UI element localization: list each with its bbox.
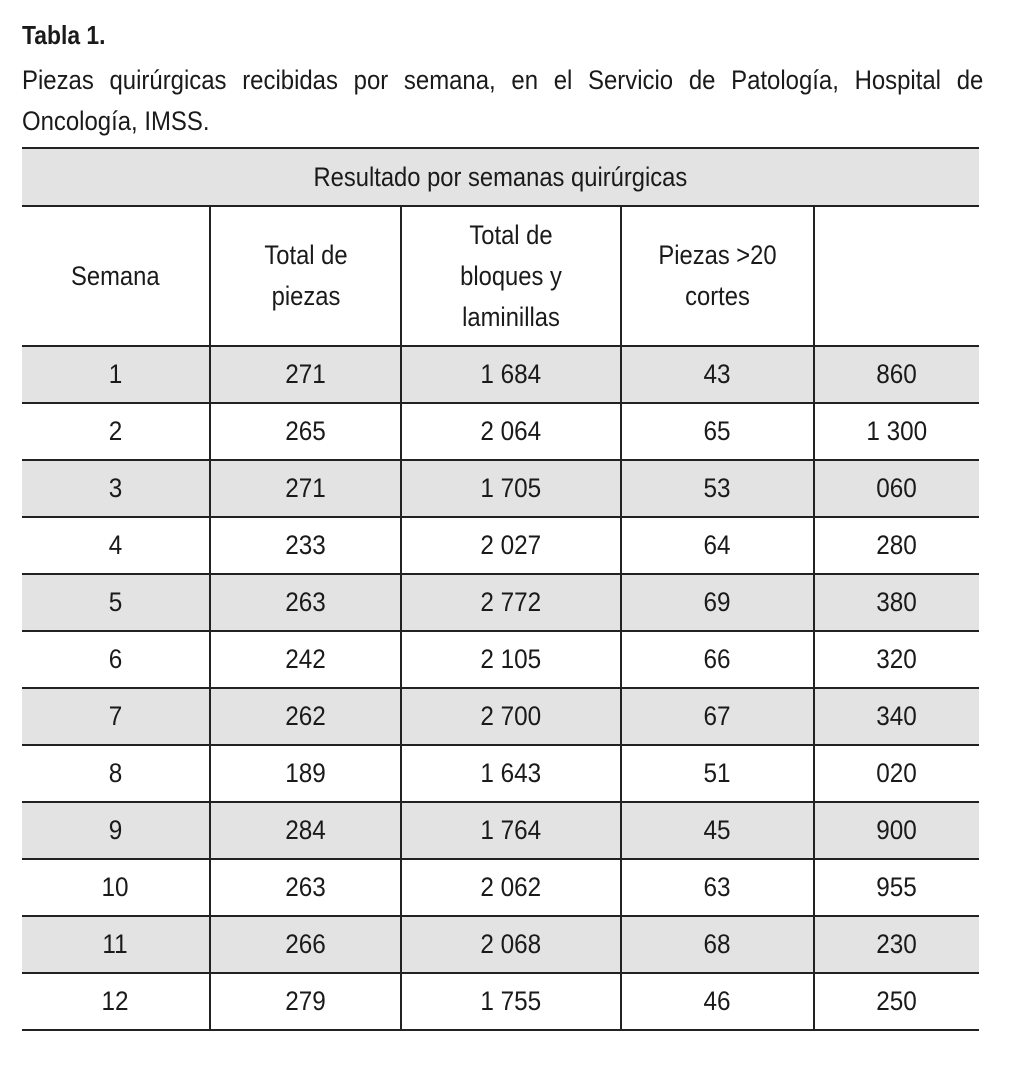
table-row — [22, 574, 979, 631]
column-header-piezas-cortes: Piezas >20 cortes — [621, 206, 814, 346]
extra-cell: 020 — [814, 745, 979, 802]
table-row — [22, 916, 979, 973]
total-bloques-cell: 2 105 — [401, 631, 621, 688]
total-bloques-cell: 1 684 — [401, 346, 621, 403]
total-piezas-cell: 279 — [210, 973, 401, 1030]
extra-cell: 860 — [814, 346, 979, 403]
semana-cell: 7 — [22, 688, 210, 745]
piezas-cortes-cell: 64 — [621, 517, 814, 574]
column-header-row — [22, 206, 979, 346]
total-piezas-cell: 284 — [210, 802, 401, 859]
data-table — [22, 147, 979, 1031]
total-piezas-cell: 263 — [210, 574, 401, 631]
piezas-cortes-cell: 43 — [621, 346, 814, 403]
column-header-total-bloques: Total de bloques y laminillas — [401, 206, 621, 346]
piezas-cortes-cell: 69 — [621, 574, 814, 631]
extra-cell: 280 — [814, 517, 979, 574]
total-bloques-cell: 1 643 — [401, 745, 621, 802]
total-piezas-cell: 242 — [210, 631, 401, 688]
total-piezas-cell: 271 — [210, 460, 401, 517]
semana-cell: 8 — [22, 745, 210, 802]
piezas-cortes-cell: 63 — [621, 859, 814, 916]
semana-cell: 9 — [22, 802, 210, 859]
piezas-cortes-cell: 51 — [621, 745, 814, 802]
total-piezas-cell: 262 — [210, 688, 401, 745]
table-row — [22, 631, 979, 688]
extra-cell: 380 — [814, 574, 979, 631]
semana-cell: 12 — [22, 973, 210, 1030]
total-bloques-cell: 1 705 — [401, 460, 621, 517]
table-row — [22, 403, 979, 460]
total-bloques-cell: 1 755 — [401, 973, 621, 1030]
table-row — [22, 460, 979, 517]
total-piezas-cell: 189 — [210, 745, 401, 802]
semana-cell: 3 — [22, 460, 210, 517]
total-piezas-cell: 265 — [210, 403, 401, 460]
table-row — [22, 688, 979, 745]
total-bloques-cell: 2 062 — [401, 859, 621, 916]
total-piezas-cell: 266 — [210, 916, 401, 973]
piezas-cortes-cell: 45 — [621, 802, 814, 859]
table-body — [22, 346, 979, 1030]
table-row — [22, 745, 979, 802]
piezas-cortes-cell: 53 — [621, 460, 814, 517]
table-row — [22, 346, 979, 403]
column-header-semana: Semana — [22, 206, 210, 346]
total-piezas-cell: 263 — [210, 859, 401, 916]
extra-cell: 230 — [814, 916, 979, 973]
total-bloques-cell: 2 027 — [401, 517, 621, 574]
total-piezas-cell: 271 — [210, 346, 401, 403]
piezas-cortes-cell: 65 — [621, 403, 814, 460]
column-header-total-piezas: Total de piezas — [210, 206, 401, 346]
group-header-row — [22, 148, 979, 206]
piezas-cortes-cell: 67 — [621, 688, 814, 745]
piezas-cortes-cell: 46 — [621, 973, 814, 1030]
table-title: Tabla 1. — [22, 20, 106, 50]
semana-cell: 6 — [22, 631, 210, 688]
piezas-cortes-cell: 68 — [621, 916, 814, 973]
column-header-blank — [814, 206, 979, 346]
total-piezas-cell: 233 — [210, 517, 401, 574]
total-bloques-cell: 2 700 — [401, 688, 621, 745]
table-caption: Piezas quirúrgicas recibidas por semana, en el Servicio de Patología, Hospital de Oncología, IMSS. — [22, 65, 984, 136]
extra-cell: 340 — [814, 688, 979, 745]
table-row — [22, 859, 979, 916]
semana-cell: 5 — [22, 574, 210, 631]
total-bloques-cell: 2 064 — [401, 403, 621, 460]
group-header: Resultado por semanas quirúrgicas — [22, 148, 979, 206]
extra-cell: 320 — [814, 631, 979, 688]
table-row — [22, 973, 979, 1030]
extra-cell: 1 300 — [814, 403, 979, 460]
table-row — [22, 517, 979, 574]
piezas-cortes-cell: 66 — [621, 631, 814, 688]
total-bloques-cell: 2 068 — [401, 916, 621, 973]
total-bloques-cell: 1 764 — [401, 802, 621, 859]
total-bloques-cell: 2 772 — [401, 574, 621, 631]
extra-cell: 250 — [814, 973, 979, 1030]
semana-cell: 4 — [22, 517, 210, 574]
semana-cell: 2 — [22, 403, 210, 460]
extra-cell: 955 — [814, 859, 979, 916]
semana-cell: 11 — [22, 916, 210, 973]
table-row — [22, 802, 979, 859]
semana-cell: 1 — [22, 346, 210, 403]
extra-cell: 900 — [814, 802, 979, 859]
extra-cell: 060 — [814, 460, 979, 517]
semana-cell: 10 — [22, 859, 210, 916]
